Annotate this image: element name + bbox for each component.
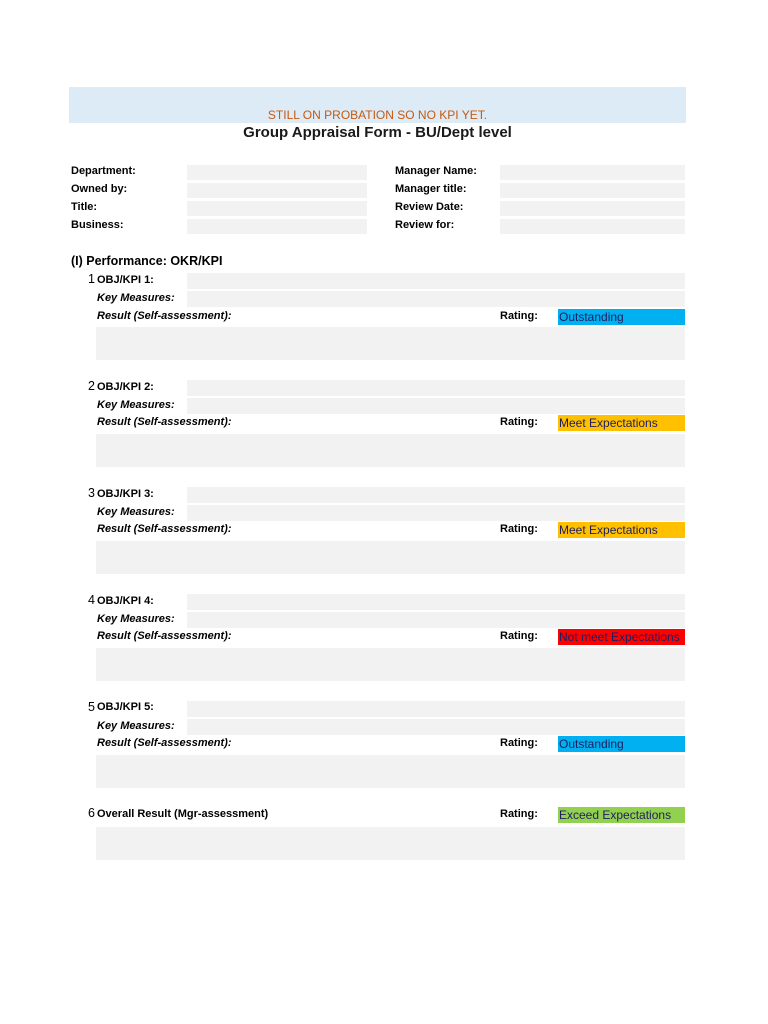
business-field[interactable] (187, 219, 367, 234)
objective-label: OBJ/KPI 2: (97, 381, 154, 393)
rating-cell[interactable]: Outstanding (558, 736, 685, 752)
owned-by-label: Owned by: (71, 183, 128, 195)
review-for-label: Review for: (395, 219, 455, 231)
rating-label: Rating: (500, 523, 538, 535)
overall-rating-cell[interactable]: Exceed Expectations (558, 807, 685, 823)
rating-label: Rating: (500, 808, 538, 820)
objective-field[interactable] (187, 701, 685, 717)
key-measures-label: Key Measures: (97, 292, 175, 304)
result-text-area[interactable] (96, 648, 685, 681)
department-field[interactable] (187, 165, 367, 180)
result-self-label: Result (Self-assessment): (97, 523, 232, 535)
rating-cell[interactable]: Meet Expectations (558, 415, 685, 431)
key-measures-label: Key Measures: (97, 613, 175, 625)
overall-text-area[interactable] (96, 827, 685, 860)
result-self-label: Result (Self-assessment): (97, 630, 232, 642)
business-label: Business: (71, 219, 124, 231)
result-text-area[interactable] (96, 541, 685, 574)
section-title: (I) Performance: OKR/KPI (71, 254, 223, 268)
overall-label: Overall Result (Mgr-assessment) (97, 808, 269, 820)
manager-title-field[interactable] (500, 183, 685, 198)
review-date-label: Review Date: (395, 201, 464, 213)
owned-by-field[interactable] (187, 183, 367, 198)
objective-field[interactable] (187, 380, 685, 396)
objective-label: OBJ/KPI 4: (97, 595, 154, 607)
review-date-field[interactable] (500, 201, 685, 216)
key-measures-field[interactable] (187, 612, 685, 628)
overall-number: 6 (88, 806, 95, 820)
objective-field[interactable] (187, 487, 685, 503)
review-for-field[interactable] (500, 219, 685, 234)
objective-number: 4 (88, 593, 95, 607)
manager-name-field[interactable] (500, 165, 685, 180)
key-measures-label: Key Measures: (97, 399, 175, 411)
objective-label: OBJ/KPI 3: (97, 488, 154, 500)
rating-cell[interactable]: Outstanding (558, 309, 685, 325)
manager-title-label: Manager title: (395, 183, 467, 195)
key-measures-field[interactable] (187, 719, 685, 735)
rating-label: Rating: (500, 310, 538, 322)
title-field[interactable] (187, 201, 367, 216)
title-label: Title: (71, 201, 98, 213)
rating-label: Rating: (500, 737, 538, 749)
objective-label: OBJ/KPI 5: (97, 701, 154, 713)
rating-cell[interactable]: Not meet Expectations (558, 629, 685, 645)
manager-name-label: Manager Name: (395, 165, 477, 177)
result-text-area[interactable] (96, 327, 685, 360)
rating-cell[interactable]: Meet Expectations (558, 522, 685, 538)
objective-number: 5 (88, 700, 95, 714)
objective-field[interactable] (187, 594, 685, 610)
key-measures-field[interactable] (187, 398, 685, 414)
key-measures-label: Key Measures: (97, 506, 175, 518)
key-measures-field[interactable] (187, 505, 685, 521)
objective-label: OBJ/KPI 1: (97, 274, 154, 286)
objective-number: 3 (88, 486, 95, 500)
result-text-area[interactable] (96, 755, 685, 788)
rating-label: Rating: (500, 630, 538, 642)
result-self-label: Result (Self-assessment): (97, 737, 232, 749)
objective-number: 2 (88, 379, 95, 393)
result-text-area[interactable] (96, 434, 685, 467)
rating-label: Rating: (500, 416, 538, 428)
key-measures-label: Key Measures: (97, 720, 175, 732)
department-label: Department: (71, 165, 136, 177)
page-title: Group Appraisal Form - BU/Dept level (243, 124, 512, 141)
objective-field[interactable] (187, 273, 685, 289)
result-self-label: Result (Self-assessment): (97, 416, 232, 428)
objective-number: 1 (88, 272, 95, 286)
probation-notice: STILL ON PROBATION SO NO KPI YET. (267, 108, 488, 122)
result-self-label: Result (Self-assessment): (97, 310, 232, 322)
key-measures-field[interactable] (187, 291, 685, 307)
